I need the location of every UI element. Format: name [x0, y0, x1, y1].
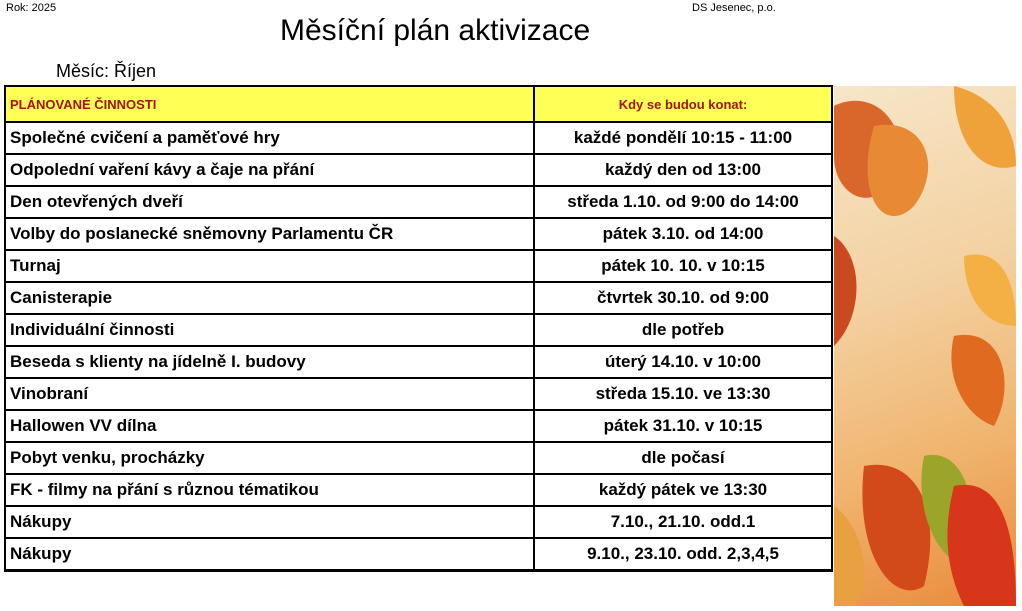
- activity-cell: Den otevřených dveří: [5, 186, 534, 218]
- when-cell: 9.10., 23.10. odd. 2,3,4,5: [534, 538, 832, 571]
- when-cell: dle potřeb: [534, 314, 832, 346]
- activity-cell: Nákupy: [5, 506, 534, 538]
- activity-table: [4, 85, 833, 572]
- activity-cell: Společné cvičení a paměťové hry: [5, 122, 534, 154]
- when-cell: čtvrtek 30.10. od 9:00: [534, 282, 832, 314]
- when-cell: pátek 10. 10. v 10:15: [534, 250, 832, 282]
- table-row: [5, 154, 832, 186]
- activity-cell: Odpolední vaření kávy a čaje na přání: [5, 154, 534, 186]
- organization-label: DS Jesenec, p.o.: [692, 2, 776, 14]
- leaf-shapes: [834, 86, 1016, 606]
- activity-cell: Pobyt venku, procházky: [5, 442, 534, 474]
- table-row: [5, 442, 832, 474]
- activity-cell: Canisterapie: [5, 282, 534, 314]
- table-row: [5, 410, 832, 442]
- when-cell: středa 1.10. od 9:00 do 14:00: [534, 186, 832, 218]
- activity-cell: Nákupy: [5, 538, 534, 571]
- year-label: Rok: 2025: [6, 2, 57, 14]
- table-row: [5, 218, 832, 250]
- when-cell: každé pondělí 10:15 - 11:00: [534, 122, 832, 154]
- activity-cell: Turnaj: [5, 250, 534, 282]
- activity-cell: Hallowen VV dílna: [5, 410, 534, 442]
- column-header-when: Kdy se budou konat:: [534, 86, 832, 122]
- table-row: [5, 186, 832, 218]
- page-title: Měsíční plán aktivizace: [280, 14, 591, 47]
- table-header-row: [5, 86, 832, 122]
- table-row: [5, 122, 832, 154]
- activity-cell: Vinobraní: [5, 378, 534, 410]
- when-cell: každý pátek ve 13:30: [534, 474, 832, 506]
- activity-cell: Individuální činnosti: [5, 314, 534, 346]
- table-row: [5, 314, 832, 346]
- when-cell: pátek 31.10. v 10:15: [534, 410, 832, 442]
- autumn-leaves-image: [834, 86, 1016, 606]
- when-cell: každý den od 13:00: [534, 154, 832, 186]
- when-cell: pátek 3.10. od 14:00: [534, 218, 832, 250]
- table-row: [5, 506, 832, 538]
- table-row: [5, 378, 832, 410]
- when-cell: středa 15.10. ve 13:30: [534, 378, 832, 410]
- month-label: Měsíc: Říjen: [56, 61, 157, 81]
- table-row: [5, 282, 832, 314]
- table-row: [5, 474, 832, 506]
- when-cell: 7.10., 21.10. odd.1: [534, 506, 832, 538]
- table-row: [5, 538, 832, 571]
- activity-cell: Volby do poslanecké sněmovny Parlamentu ČR: [5, 218, 534, 250]
- activity-cell: FK - filmy na přání s různou tématikou: [5, 474, 534, 506]
- table-row: [5, 346, 832, 378]
- when-cell: dle počasí: [534, 442, 832, 474]
- table-row: [5, 250, 832, 282]
- column-header-activity: PLÁNOVANÉ ČINNOSTI: [5, 86, 534, 122]
- activity-cell: Beseda s klienty na jídelně I. budovy: [5, 346, 534, 378]
- when-cell: úterý 14.10. v 10:00: [534, 346, 832, 378]
